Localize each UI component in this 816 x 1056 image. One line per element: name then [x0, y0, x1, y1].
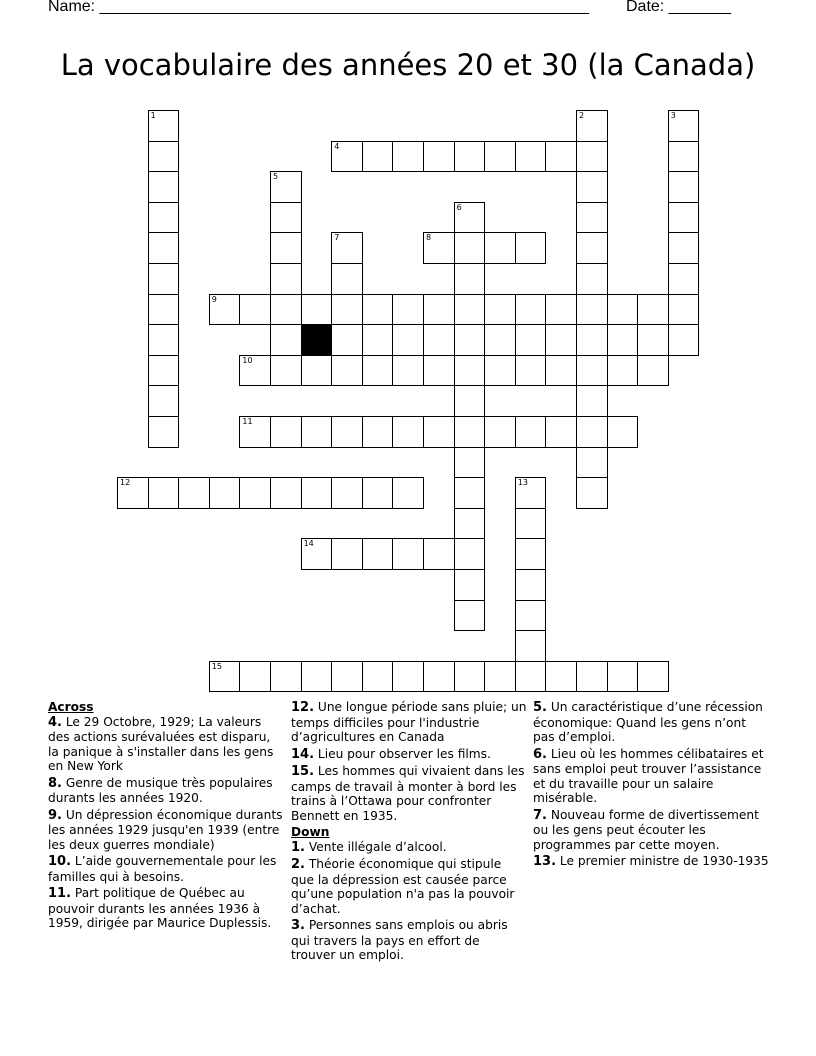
- grid-cell[interactable]: [515, 294, 547, 326]
- grid-cell[interactable]: [515, 141, 547, 173]
- grid-cell[interactable]: [270, 202, 302, 234]
- grid-cell[interactable]: [423, 538, 455, 570]
- grid-cell[interactable]: [301, 294, 333, 326]
- grid-cell[interactable]: [637, 294, 669, 326]
- grid-cell[interactable]: [484, 661, 516, 693]
- clue-number-label: 10: [242, 355, 253, 365]
- grid-cell[interactable]: [331, 263, 363, 295]
- grid-cell[interactable]: [484, 294, 516, 326]
- down-heading: Down: [291, 825, 330, 839]
- clue-across-4: [48, 715, 284, 774]
- clue-number-label: 15: [211, 661, 222, 671]
- clue-text: Nouveau forme de divertissement ou les gens peut écouter les programmes par cette moyen.: [533, 807, 759, 852]
- grid-cell[interactable]: [454, 202, 486, 234]
- grid-cell[interactable]: [392, 538, 424, 570]
- grid-cell[interactable]: [362, 538, 394, 570]
- grid-cell[interactable]: [148, 385, 180, 417]
- grid-cell[interactable]: [454, 538, 486, 570]
- clue-number-label: 14: [303, 539, 314, 549]
- clue-number-label: 8: [426, 233, 432, 243]
- grid-cell[interactable]: [454, 263, 486, 295]
- grid-cell[interactable]: [209, 477, 241, 509]
- grid-cell[interactable]: [423, 355, 455, 387]
- grid-cell[interactable]: [392, 661, 424, 693]
- grid-cell[interactable]: [454, 385, 486, 417]
- grid-cell[interactable]: [454, 447, 486, 479]
- grid-cell[interactable]: [484, 141, 516, 173]
- clue-number: 4.: [48, 714, 62, 730]
- clue-text: Vente illégale d’alcool.: [304, 839, 447, 854]
- clue-across-14: [291, 747, 527, 763]
- clue-number: 2.: [291, 857, 305, 872]
- clue-number-label: 12: [120, 478, 131, 488]
- grid-cell[interactable]: [576, 141, 608, 173]
- grid-cell[interactable]: [576, 477, 608, 509]
- clue-text: Les hommes qui vivaient dans les camps de travail à monter à bord les trains à l’Ottawa pour confronter Bennett en 1935.: [291, 764, 525, 823]
- clue-down-13: [533, 854, 769, 870]
- clues-column-3: [533, 700, 769, 872]
- clue-number: 5.: [533, 700, 547, 715]
- grid-cell[interactable]: [576, 355, 608, 387]
- clue-down-1: [291, 840, 527, 856]
- grid-cell[interactable]: [423, 661, 455, 693]
- clue-text: Genre de musique très populaires durants les années 1920.: [48, 775, 273, 805]
- clue-across-11: [48, 886, 284, 931]
- grid-cell[interactable]: [148, 171, 180, 203]
- clue-text: Lieu pour observer les films.: [314, 746, 491, 761]
- clue-text: Un dépression économique durants les années 1929 jusqu'en 1939 (entre les deux guerres mondiale): [48, 807, 283, 852]
- grid-cell[interactable]: [515, 477, 547, 509]
- clue-number: 13.: [533, 854, 557, 869]
- grid-cell[interactable]: [362, 416, 394, 448]
- grid-cell[interactable]: [301, 538, 333, 570]
- clue-across-12: [291, 700, 527, 745]
- clue-number: 10.: [48, 854, 72, 869]
- clue-number-label: 7: [334, 233, 340, 243]
- grid-cell[interactable]: [454, 569, 486, 601]
- grid-cell[interactable]: [607, 661, 639, 693]
- grid-cell[interactable]: [148, 263, 180, 295]
- grid-cell[interactable]: [545, 324, 577, 356]
- grid-cell[interactable]: [331, 324, 363, 356]
- clue-number-label: 3: [670, 111, 676, 120]
- clue-down-3: [291, 918, 527, 963]
- grid-cell[interactable]: [484, 232, 516, 264]
- grid-cell[interactable]: [301, 477, 333, 509]
- grid-cell[interactable]: [270, 324, 302, 356]
- grid-cell[interactable]: [454, 355, 486, 387]
- grid-cell[interactable]: [331, 355, 363, 387]
- clue-number-label: 2: [579, 111, 585, 120]
- grid-cell[interactable]: [270, 355, 302, 387]
- grid-cell[interactable]: [515, 600, 547, 632]
- clue-number-label: 1: [150, 111, 156, 120]
- grid-cell[interactable]: [576, 263, 608, 295]
- clue-number: 8.: [48, 775, 62, 791]
- clue-number-label: 4: [334, 141, 340, 151]
- grid-cell[interactable]: [454, 294, 486, 326]
- name-field[interactable]: Name: _______________________________________________________: [48, 0, 589, 15]
- clue-number: 11.: [48, 886, 72, 901]
- grid-cell[interactable]: [423, 416, 455, 448]
- grid-cell[interactable]: [668, 232, 700, 264]
- grid-cell[interactable]: [148, 294, 180, 326]
- grid-cell[interactable]: [607, 294, 639, 326]
- grid-cell[interactable]: [362, 477, 394, 509]
- grid-cell[interactable]: [362, 294, 394, 326]
- grid-cell[interactable]: [148, 355, 180, 387]
- grid-cell[interactable]: [515, 355, 547, 387]
- date-field[interactable]: Date: _______: [626, 0, 731, 15]
- clue-down-5: [533, 700, 769, 745]
- clue-text: Le premier ministre de 1930-1935: [556, 854, 769, 868]
- grid-cell[interactable]: [454, 141, 486, 173]
- clue-text: Un caractéristique d’une récession économique: Quand les gens n’ont pas d’emploi.: [533, 700, 763, 744]
- grid-cell[interactable]: [148, 324, 180, 356]
- clues-column-1: [48, 700, 284, 933]
- grid-cell[interactable]: [239, 416, 271, 448]
- clue-number-label: 11: [242, 417, 253, 426]
- grid-cell[interactable]: [392, 294, 424, 326]
- grid-cell[interactable]: [331, 477, 363, 509]
- grid-cell[interactable]: [454, 477, 486, 509]
- grid-cell[interactable]: [484, 416, 516, 448]
- grid-cell[interactable]: [270, 232, 302, 264]
- clue-across-15: [291, 764, 527, 823]
- grid-cell[interactable]: [362, 324, 394, 356]
- grid-cell[interactable]: [637, 661, 669, 693]
- grid-cell[interactable]: [209, 294, 241, 326]
- grid-cell[interactable]: [545, 294, 577, 326]
- grid-cell[interactable]: [576, 324, 608, 356]
- grid-cell[interactable]: [545, 141, 577, 173]
- clue-number: 14.: [291, 746, 315, 762]
- clue-down-6: [533, 747, 769, 806]
- grid-cell[interactable]: [117, 477, 149, 509]
- grid-cell[interactable]: [362, 661, 394, 693]
- grid-cell[interactable]: [270, 416, 302, 448]
- grid-cell[interactable]: [148, 110, 180, 142]
- grid-cell[interactable]: [331, 416, 363, 448]
- clue-text: L’aide gouvernementale pour les familles qui à besoins.: [48, 854, 277, 884]
- clue-text: Part politique de Québec au pouvoir durants les années 1936 à 1959, dirigée par Maurice Duplessis.: [48, 886, 272, 930]
- grid-cell[interactable]: [454, 324, 486, 356]
- grid-cell[interactable]: [454, 661, 486, 693]
- grid-cell[interactable]: [668, 263, 700, 295]
- grid-cell[interactable]: [576, 202, 608, 234]
- grid-cell[interactable]: [454, 232, 486, 264]
- clue-across-8: [48, 776, 284, 806]
- grid-cell[interactable]: [668, 141, 700, 173]
- clue-text: Personnes sans emplois ou abris qui travers la pays en effort de trouver un emploi.: [291, 918, 508, 962]
- grid-cell[interactable]: [178, 477, 210, 509]
- grid-cell[interactable]: [576, 110, 608, 142]
- grid-cell[interactable]: [454, 600, 486, 632]
- grid-cell[interactable]: [668, 324, 700, 356]
- clue-number: 3.: [291, 918, 305, 933]
- grid-cell[interactable]: [209, 661, 241, 693]
- grid-cell[interactable]: [484, 324, 516, 356]
- grid-cell[interactable]: [484, 355, 516, 387]
- clue-number-label: 9: [211, 294, 217, 304]
- grid-cell[interactable]: [423, 294, 455, 326]
- grid-cell[interactable]: [515, 538, 547, 570]
- grid-cell[interactable]: [668, 294, 700, 326]
- grid-cell[interactable]: [423, 141, 455, 173]
- clues-column-2: [291, 700, 527, 965]
- grid-cell[interactable]: [148, 232, 180, 264]
- grid-cell[interactable]: [576, 385, 608, 417]
- clue-number: 1.: [291, 839, 305, 855]
- grid-cell[interactable]: [668, 171, 700, 203]
- grid-cell[interactable]: [668, 202, 700, 234]
- page-title: La vocabulaire des années 20 et 30 (la Canada): [60, 48, 756, 82]
- grid-cell[interactable]: [515, 232, 547, 264]
- grid-cell[interactable]: [576, 661, 608, 693]
- grid-cell[interactable]: [270, 661, 302, 693]
- grid-cell[interactable]: [148, 141, 180, 173]
- grid-cell[interactable]: [148, 202, 180, 234]
- grid-cell[interactable]: [148, 477, 180, 509]
- grid-cell[interactable]: [637, 324, 669, 356]
- grid-cell[interactable]: [239, 355, 271, 387]
- grid-cell[interactable]: [607, 355, 639, 387]
- clue-text: Lieu où les hommes célibataires et sans emploi peut trouver l’assistance et du travaille pour un salaire misérable.: [533, 746, 764, 805]
- black-cell: [301, 324, 333, 356]
- clue-number-label: 5: [273, 172, 279, 182]
- grid-cell[interactable]: [515, 569, 547, 601]
- grid-cell[interactable]: [576, 294, 608, 326]
- clue-number: 7.: [533, 807, 547, 823]
- grid-cell[interactable]: [607, 416, 639, 448]
- clue-number: 9.: [48, 807, 62, 823]
- grid-cell[interactable]: [392, 141, 424, 173]
- clue-text: Une longue période sans pluie; un temps difficiles pour l'industrie d’agricultures en Canada: [291, 700, 527, 744]
- grid-cell[interactable]: [576, 232, 608, 264]
- grid-cell[interactable]: [392, 477, 424, 509]
- grid-cell[interactable]: [515, 508, 547, 540]
- across-heading: Across: [48, 700, 94, 714]
- clue-number-label: 6: [456, 202, 462, 212]
- grid-cell[interactable]: [148, 416, 180, 448]
- grid-cell[interactable]: [392, 355, 424, 387]
- grid-cell[interactable]: [301, 661, 333, 693]
- clue-across-9: [48, 808, 284, 853]
- grid-cell[interactable]: [515, 416, 547, 448]
- grid-cell[interactable]: [423, 232, 455, 264]
- grid-cell[interactable]: [270, 171, 302, 203]
- grid-cell[interactable]: [362, 141, 394, 173]
- grid-cell[interactable]: [270, 294, 302, 326]
- grid-cell[interactable]: [454, 508, 486, 540]
- clue-text: Théorie économique qui stipule que la dépression est causée parce qu’une population n'a pas la pouvoir d’achat.: [291, 857, 515, 916]
- grid-cell[interactable]: [331, 294, 363, 326]
- clue-number-label: 13: [517, 478, 528, 488]
- grid-cell[interactable]: [515, 630, 547, 662]
- grid-cell[interactable]: [331, 232, 363, 264]
- clue-across-10: [48, 854, 284, 884]
- clue-number: 6.: [533, 746, 547, 762]
- grid-cell[interactable]: [576, 416, 608, 448]
- grid-cell[interactable]: [239, 294, 271, 326]
- grid-cell[interactable]: [301, 355, 333, 387]
- grid-cell[interactable]: [392, 324, 424, 356]
- grid-cell[interactable]: [331, 661, 363, 693]
- grid-cell[interactable]: [454, 416, 486, 448]
- clue-down-7: [533, 808, 769, 853]
- grid-cell[interactable]: [362, 355, 394, 387]
- grid-cell[interactable]: [637, 355, 669, 387]
- clue-down-2: [291, 857, 527, 916]
- grid-cell[interactable]: [392, 416, 424, 448]
- grid-cell[interactable]: [607, 324, 639, 356]
- clue-text: Le 29 Octobre, 1929; La valeurs des actions surévaluées est disparu, la panique à s'installer dans les gens en New York: [48, 714, 274, 773]
- grid-cell[interactable]: [515, 661, 547, 693]
- grid-cell[interactable]: [545, 661, 577, 693]
- grid-cell[interactable]: [301, 416, 333, 448]
- grid-cell[interactable]: [270, 477, 302, 509]
- clue-number: 15.: [291, 764, 315, 779]
- grid-cell[interactable]: [331, 538, 363, 570]
- grid-cell[interactable]: [668, 110, 700, 142]
- grid-cell[interactable]: [331, 141, 363, 173]
- grid-cell[interactable]: [576, 447, 608, 479]
- grid-cell[interactable]: [545, 355, 577, 387]
- grid-cell[interactable]: [239, 661, 271, 693]
- grid-cell[interactable]: [423, 324, 455, 356]
- grid-cell[interactable]: [270, 263, 302, 295]
- grid-cell[interactable]: [239, 477, 271, 509]
- grid-cell[interactable]: [576, 171, 608, 203]
- grid-cell[interactable]: [515, 324, 547, 356]
- clue-number: 12.: [291, 700, 315, 715]
- grid-cell[interactable]: [545, 416, 577, 448]
